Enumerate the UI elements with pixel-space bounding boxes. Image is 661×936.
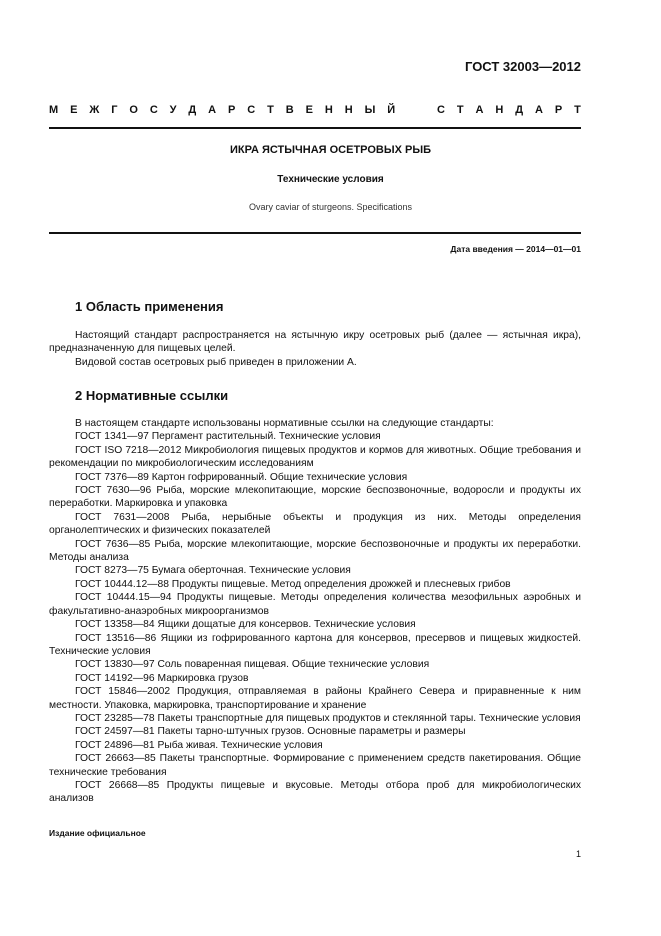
banner-letter: Е — [70, 104, 78, 116]
document-subtitle: Технические условия — [277, 174, 384, 185]
banner-letter: Т — [456, 104, 464, 116]
section-1-body — [49, 329, 581, 369]
reference-item: ГОСТ 24896—81 Рыба живая. Технические условия — [75, 739, 323, 751]
reference-item: ГОСТ 7636—85 Рыба, морские млекопитающие, морские беспозвоночные и продукты их переработки. Методы анализа — [49, 538, 581, 564]
banner-letter: Д — [515, 104, 524, 116]
reference-item: ГОСТ 13830—97 Соль поваренная пищевая. Общие технические условия — [75, 659, 430, 671]
banner-letter: А — [208, 104, 217, 116]
section-2-heading: 2 Нормативные ссылки — [75, 388, 229, 403]
banner-letter: Д — [188, 104, 197, 116]
reference-item: ГОСТ 10444.15—94 Продукты пищевые. Методы определения количества мезофильных аэробных и факультативно-анаэробных микроорганизмов — [49, 592, 581, 617]
banner-letter: Й — [387, 104, 396, 116]
reference-item: ГОСТ 1341—97 Пергамент растительный. Технические условия — [75, 431, 381, 443]
reference-item: ГОСТ 13516—86 Ящики из гофрированного картона для консервов, пресервов и пищевых жидкостей. Технические условия — [49, 632, 581, 657]
reference-item: ГОСТ 26663—85 Пакеты транспортные. Формирование с применением средств пакетирования. Общие технические требования — [49, 753, 581, 778]
reference-item: ГОСТ 7631—2008 Рыба, нерыбные объекты и продукция из них. Методы определения органолептических и физических показателей — [49, 511, 581, 537]
banner-letter: С — [247, 104, 256, 116]
edition-note: Издание официальное — [49, 828, 146, 838]
banner-letter: А — [475, 104, 484, 116]
banner-letter — [407, 104, 425, 116]
banner-letter: Е — [305, 104, 313, 116]
paragraph: Видовой состав осетровых рыб приведен в приложении А. — [75, 356, 357, 368]
banner-letter: С — [437, 104, 445, 116]
reference-item: ГОСТ 24597—81 Пакеты тарно-штучных грузов. Основные параметры и размеры — [75, 726, 466, 738]
banner-letter: Ы — [364, 104, 376, 116]
reference-item: ГОСТ 15846—2002 Продукция, отправляемая в районы Крайнего Севера и приравненные к ним местности. Упаковка, маркировка, транспортирование и хранение — [49, 686, 581, 711]
banner-letter: С — [149, 104, 158, 116]
standard-number: ГОСТ 32003—2012 — [465, 59, 581, 74]
reference-item: ГОСТ 23285—78 Пакеты транспортные для пищевых продуктов и стеклянной тары. Технические условия — [75, 712, 581, 724]
interstate-standard-banner — [49, 104, 581, 116]
introduction-date: Дата введения — 2014—01—01 — [450, 244, 581, 254]
reference-item: ГОСТ 7376—89 Картон гофрированный. Общие технические условия — [75, 471, 408, 483]
banner-letter: Н — [495, 104, 504, 116]
reference-item: ГОСТ 13358—84 Ящики дощатые для консервов. Технические условия — [75, 619, 416, 631]
banner-letter: Ж — [89, 104, 100, 116]
paragraph: В настоящем стандарте использованы нормативные ссылки на следующие стандарты: — [75, 418, 494, 429]
banner-letter: Т — [267, 104, 274, 116]
page-number: 1 — [575, 849, 581, 859]
banner-letter: В — [285, 104, 294, 116]
banner-letter: Т — [574, 104, 581, 116]
english-title: Ovary caviar of sturgeons. Specifications — [248, 202, 413, 212]
banner-letter: А — [534, 104, 543, 116]
banner-letter: У — [169, 104, 177, 116]
banner-letter: Г — [111, 104, 118, 116]
banner-letter: М — [49, 104, 59, 116]
document-title: ИКРА ЯСТЫЧНАЯ ОСЕТРОВЫХ РЫБ — [229, 144, 432, 156]
title-rule — [49, 232, 581, 234]
reference-item: ГОСТ 8273—75 Бумага оберточная. Технические условия — [75, 565, 351, 577]
banner-letter: Н — [324, 104, 333, 116]
banner-letter: Н — [344, 104, 353, 116]
reference-item: ГОСТ 7630—96 Рыба, морские млекопитающие, морские беспозвоночные, водоросли и продукты их переработки. Маркировка и упаковка — [49, 485, 581, 510]
header-rule — [49, 127, 581, 129]
banner-letter: Р — [228, 104, 236, 116]
reference-item: ГОСТ ISO 7218—2012 Микробиология пищевых продуктов и кормов для животных. Общие требования и рекомендации по микробиологическим исследованиям — [49, 444, 581, 470]
reference-item: ГОСТ 10444.12—88 Продукты пищевые. Метод определения дрожжей и плесневых грибов — [75, 578, 511, 590]
reference-item: ГОСТ 26668—85 Продукты пищевые и вкусовые. Методы отбора проб для микробиологических анализов — [49, 779, 581, 805]
reference-item: ГОСТ 14192—96 Маркировка грузов — [75, 672, 249, 684]
banner-letter: Р — [554, 104, 563, 116]
section-1-heading: 1 Область применения — [75, 299, 224, 314]
section-2-body — [49, 417, 581, 806]
paragraph: Настоящий стандарт распространяется на ястычную икру осетровых рыб (далее — ястычная икра), предназначенную для пищевых целей. — [49, 330, 581, 355]
banner-letter: О — [129, 104, 138, 116]
